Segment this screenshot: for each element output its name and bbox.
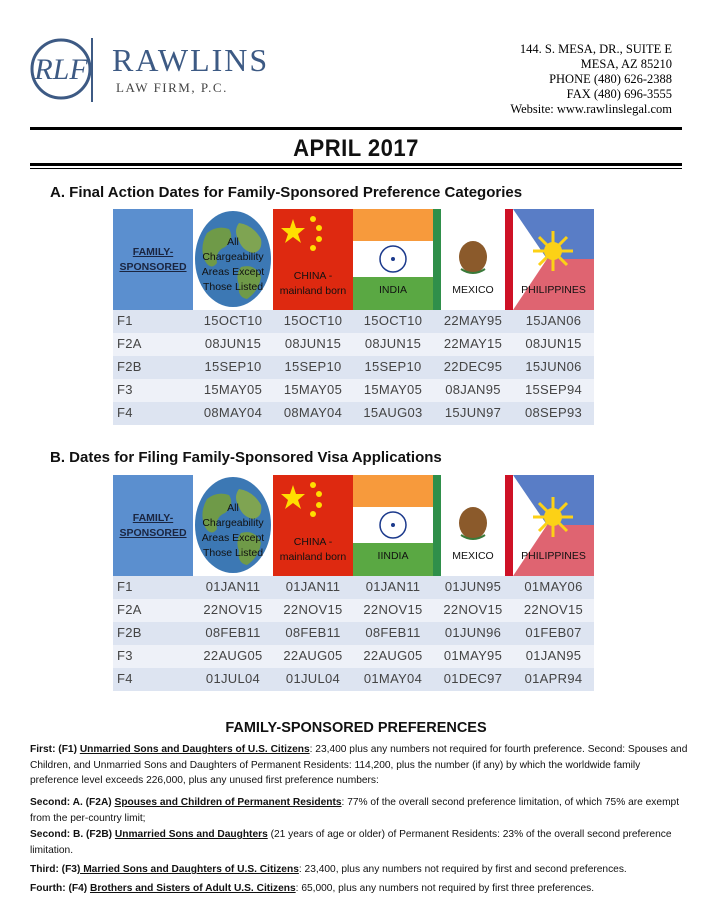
preference-second-a bbox=[30, 795, 690, 826]
date-cell: 15SEP10 bbox=[284, 359, 342, 374]
preference-first bbox=[30, 742, 690, 789]
date-cell: 22NOV15 bbox=[283, 602, 343, 617]
date-cell: 15OCT10 bbox=[283, 313, 343, 328]
date-cell: 22NOV15 bbox=[363, 602, 423, 617]
date-cell: 01JUL04 bbox=[205, 671, 261, 686]
date-cell: 22AUG05 bbox=[363, 648, 423, 663]
mexico-label: MEXICO bbox=[452, 284, 494, 296]
section-a-heading: A. Final Action Dates for Family-Sponsored Preference Categories bbox=[50, 184, 523, 201]
date-cell: 22MAY15 bbox=[443, 336, 503, 351]
header-rule-bottom bbox=[30, 163, 682, 166]
date-cell: 08JAN95 bbox=[445, 382, 501, 397]
table-row bbox=[113, 402, 594, 425]
philippines-label: PHILIPPINES bbox=[521, 550, 586, 562]
date-cell: 22DEC95 bbox=[443, 359, 503, 374]
category-cell: F2B bbox=[117, 359, 142, 374]
category-cell: F4 bbox=[117, 671, 133, 686]
date-cell: 01JAN11 bbox=[205, 579, 261, 594]
date-cell: 15SEP94 bbox=[524, 382, 583, 397]
table-row bbox=[113, 599, 594, 622]
family-sponsored-header bbox=[113, 209, 193, 310]
date-cell: 15JUN06 bbox=[525, 359, 582, 374]
pref-fourth-lead: Fourth: (F4) bbox=[30, 883, 90, 894]
address-phone: PHONE (480) 626-2388 bbox=[549, 72, 672, 86]
date-cell: 22AUG05 bbox=[203, 648, 263, 663]
date-cell: 22NOV15 bbox=[523, 602, 584, 617]
family-sponsored-header bbox=[113, 475, 193, 576]
table-row bbox=[113, 576, 594, 599]
table-body bbox=[113, 310, 594, 425]
date-cell: 01FEB07 bbox=[525, 625, 582, 640]
pref-second-b-lead: Second: B. (F2B) bbox=[30, 829, 115, 840]
all-label-line2: Chargeability bbox=[202, 517, 264, 529]
all-label-line2: Chargeability bbox=[202, 251, 264, 263]
china-label-line2: mainland born bbox=[279, 551, 347, 563]
date-cell: 15JUN97 bbox=[444, 405, 502, 420]
date-cell: 01MAY06 bbox=[524, 579, 583, 594]
pref-second-a-lead: Second: A. (F2A) bbox=[30, 797, 115, 808]
pref-second-a-text: : 77% of the overall second preference limitation, of which 75% are exempt from the per-country limit; bbox=[30, 797, 680, 824]
date-cell: 22NOV15 bbox=[443, 602, 503, 617]
pref-second-b-text: (21 years of age or older) of Permanent Residents: 23% of the overall second preference limitation. bbox=[30, 829, 672, 856]
category-cell: F2A bbox=[117, 602, 142, 617]
date-cell: 15AUG03 bbox=[363, 405, 423, 420]
final-action-dates-table bbox=[113, 209, 594, 425]
address-street: 144. S. MESA, DR., SUITE E bbox=[519, 42, 672, 56]
date-cell: 15OCT10 bbox=[203, 313, 263, 328]
category-cell: F1 bbox=[117, 579, 133, 594]
date-cell: 01JAN95 bbox=[525, 648, 582, 663]
date-cell: 01JAN11 bbox=[365, 579, 421, 594]
pref-second-b-underlined: Unmarried Sons and Daughters bbox=[114, 829, 268, 840]
table-row bbox=[113, 310, 594, 333]
mexico-header bbox=[433, 209, 513, 310]
mexico-label: MEXICO bbox=[452, 550, 494, 562]
date-cell: 08MAY04 bbox=[203, 405, 263, 420]
date-cell: 08SEP93 bbox=[524, 405, 583, 420]
date-cell: 01MAY04 bbox=[363, 671, 423, 686]
philippines-header bbox=[513, 209, 594, 310]
date-cell: 15SEP10 bbox=[204, 359, 262, 374]
filing-dates-table bbox=[113, 475, 594, 691]
header-rule-thin bbox=[30, 168, 682, 169]
family-label-line1: FAMILY- bbox=[132, 245, 174, 258]
all-label-line3: Areas Except bbox=[201, 532, 265, 544]
preferences-title: FAMILY-SPONSORED PREFERENCES bbox=[225, 720, 487, 736]
pref-fourth-text: : 65,000, plus any numbers not required by first three preferences. bbox=[295, 883, 595, 894]
pref-first-text: : 23,400 plus any numbers not required for fourth preference. Second: Spouses and Children, and Unmarried Sons and Daughters of Permanent Residents: 114,200, plus the number (if any) by which the worldwide family preference level exceeds 226,000, plus any unused first preference numbers: bbox=[30, 744, 688, 786]
all-label-line4: Those Listed bbox=[202, 281, 264, 293]
pref-third-lead: Third: (F3 bbox=[30, 864, 77, 875]
preference-second-b bbox=[30, 827, 690, 858]
date-cell: 01JUL04 bbox=[285, 671, 341, 686]
pref-fourth-underlined: Brothers and Sisters of Adult U.S. Citizens bbox=[89, 883, 296, 894]
table-header bbox=[113, 209, 594, 310]
date-cell: 01APR94 bbox=[524, 671, 583, 686]
pref-first-lead: First: (F1) bbox=[30, 744, 80, 755]
preference-fourth bbox=[30, 881, 690, 897]
date-cell: 15JAN06 bbox=[525, 313, 582, 328]
all-label-line1: All bbox=[227, 236, 239, 248]
firm-logo bbox=[28, 34, 268, 106]
all-label-line1: All bbox=[227, 502, 239, 514]
china-label-line2: mainland born bbox=[279, 285, 347, 297]
firm-name: RAWLINS bbox=[112, 42, 270, 78]
page-title: APRIL 2017 bbox=[293, 135, 419, 162]
date-cell: 15MAY05 bbox=[283, 382, 343, 397]
india-header bbox=[353, 475, 433, 576]
date-cell: 01JUN96 bbox=[444, 625, 502, 640]
china-header bbox=[273, 475, 353, 576]
family-label-line1: FAMILY- bbox=[132, 511, 174, 524]
all-label-line3: Areas Except bbox=[201, 266, 265, 278]
date-cell: 15MAY05 bbox=[363, 382, 423, 397]
china-label-line1: CHINA - bbox=[293, 536, 333, 548]
category-cell: F4 bbox=[117, 405, 133, 420]
family-label-line2: SPONSORED bbox=[119, 526, 187, 539]
pref-third-text: : 23,400, plus any numbers not required by first and second preferences. bbox=[298, 864, 627, 875]
firm-address bbox=[510, 42, 672, 117]
table-row bbox=[113, 356, 594, 379]
all-chargeability-header bbox=[193, 209, 273, 310]
pref-first-underlined: Unmarried Sons and Daughters of U.S. Citizens bbox=[79, 744, 310, 755]
date-cell: 01JUN95 bbox=[444, 579, 502, 594]
section-b-heading: B. Dates for Filing Family-Sponsored Visa Applications bbox=[50, 449, 442, 466]
date-cell: 08JUN15 bbox=[284, 336, 342, 351]
date-cell: 15OCT10 bbox=[363, 313, 423, 328]
table-row bbox=[113, 333, 594, 356]
date-cell: 22NOV15 bbox=[203, 602, 263, 617]
rlf-monogram-icon bbox=[28, 34, 98, 104]
china-label-line1: CHINA - bbox=[293, 270, 333, 282]
date-cell: 08JUN15 bbox=[525, 336, 582, 351]
firm-subtitle: LAW FIRM, P.C. bbox=[116, 80, 228, 95]
header-rule-top bbox=[30, 127, 682, 130]
date-cell: 08FEB11 bbox=[365, 625, 421, 640]
address-fax: FAX (480) 696-3555 bbox=[566, 87, 672, 101]
table-row bbox=[113, 622, 594, 645]
pref-second-a-underlined: Spouses and Children of Permanent Residents bbox=[114, 797, 342, 808]
family-label-line2: SPONSORED bbox=[119, 260, 187, 273]
address-website: Website: www.rawlinslegal.com bbox=[510, 102, 672, 116]
india-header bbox=[353, 209, 433, 310]
date-cell: 15MAY05 bbox=[203, 382, 263, 397]
pref-third-underlined: ) Married Sons and Daughters of U.S. Citizens bbox=[76, 864, 299, 875]
china-header bbox=[273, 209, 353, 310]
preference-third bbox=[30, 862, 690, 878]
date-cell: 22AUG05 bbox=[283, 648, 343, 663]
date-cell: 08JUN15 bbox=[364, 336, 422, 351]
india-label: INDIA bbox=[378, 284, 407, 296]
philippines-header bbox=[513, 475, 594, 576]
table-body bbox=[113, 576, 594, 691]
category-cell: F1 bbox=[117, 313, 133, 328]
table-row bbox=[113, 645, 594, 668]
india-label: IINDIA bbox=[377, 550, 409, 562]
philippines-label: PHILIPPINES bbox=[521, 284, 586, 296]
date-cell: 01MAY95 bbox=[443, 648, 503, 663]
category-cell: F2A bbox=[117, 336, 142, 351]
category-cell: F2B bbox=[117, 625, 142, 640]
date-cell: 15SEP10 bbox=[364, 359, 422, 374]
all-label-line4: Those Listed bbox=[202, 547, 264, 559]
table-header bbox=[113, 475, 594, 576]
all-chargeability-header bbox=[193, 475, 273, 576]
date-cell: 22MAY95 bbox=[443, 313, 503, 328]
table-row bbox=[113, 379, 594, 402]
date-cell: 08MAY04 bbox=[283, 405, 343, 420]
date-cell: 08FEB11 bbox=[285, 625, 341, 640]
date-cell: 01JAN11 bbox=[285, 579, 341, 594]
date-cell: 01DEC97 bbox=[443, 671, 503, 686]
logo-letters: RLF bbox=[34, 53, 88, 86]
date-cell: 08FEB11 bbox=[205, 625, 261, 640]
category-cell: F3 bbox=[117, 648, 133, 663]
mexico-header bbox=[433, 475, 513, 576]
table-row bbox=[113, 668, 594, 691]
category-cell: F3 bbox=[117, 382, 133, 397]
date-cell: 08JUN15 bbox=[204, 336, 262, 351]
address-city: MESA, AZ 85210 bbox=[580, 57, 672, 71]
